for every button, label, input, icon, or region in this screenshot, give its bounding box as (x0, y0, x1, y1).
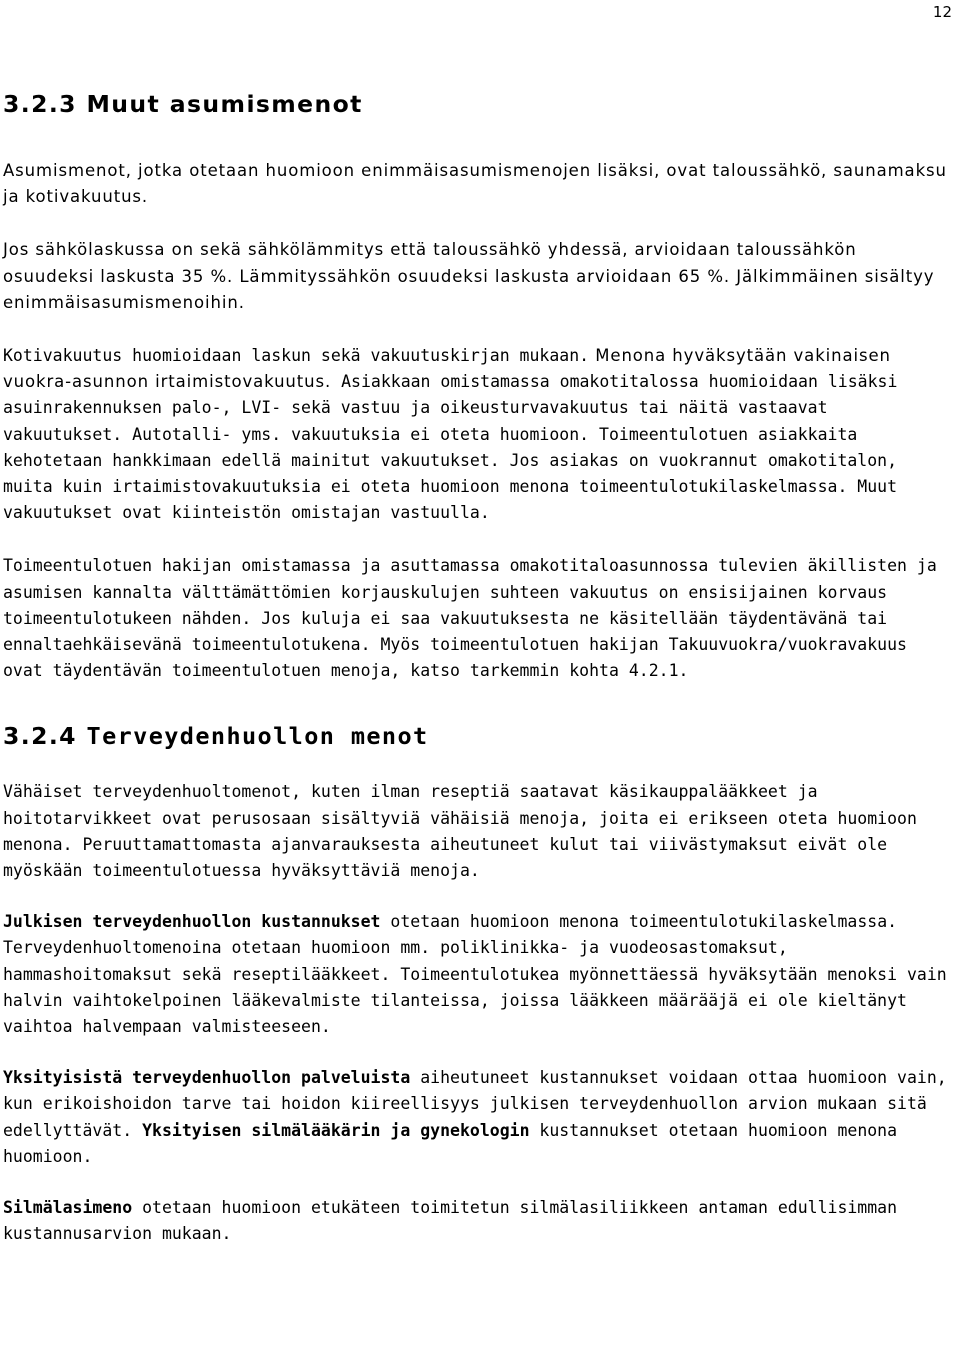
paragraph-public-health-costs (3, 909, 953, 1040)
section-heading-3-2-4 (3, 720, 953, 752)
private-specialist-term: Yksityisen silmälääkärin ja gynekologin (142, 1120, 530, 1140)
section-title: Terveydenhuollon menot (86, 722, 429, 751)
private-health-services-term: Yksityisistä terveydenhuollon palveluista (3, 1068, 411, 1088)
paragraph-home-insurance (3, 343, 953, 526)
paragraph-private-health-services (3, 1065, 953, 1170)
private-health-services-text: aiheutuneet kustannukset voidaan ottaa huomioon vain, kun erikoishoidon tarve tai hoidon kiireellisyys julkisen terveydenhuollon arvion mukaan sitä edellyttävät. (3, 1068, 947, 1140)
section-number: 3.2.3 (3, 90, 77, 118)
eyeglasses-term: Silmälasimeno (3, 1198, 133, 1218)
section-title: Muut asumismenot (86, 90, 363, 118)
section-number: 3.2.4 (3, 722, 77, 751)
paragraph-eyeglasses (3, 1195, 953, 1247)
paragraph-repair-costs: Toimeentulotuen hakijan omistamassa ja asuttamassa omakotitaloasunnossa tulevien äkillisten ja asumisen kannalta välttämättömien korjauskulujen suhteen vakuutus on ensisijainen korvaus toimeentulotukeen nähden. Jos kuluja ei saa vakuutuksesta ne käsitellään täydentävänä tai ennaltaehkäisevänä toimeentulotukena. Myös toimeentulotuen hakijan Takuuvuokra/vuokravakuus ovat täydentävän toimeentulotuen menoja, katso tarkemmin kohta 4.2.1. (3, 556, 937, 681)
public-health-costs-text: otetaan huomioon menona toimeentulotukilaskelmassa. Terveydenhuoltomenoina otetaan huomioon mm. poliklinikka- ja vuodeosastomaksut, hammashoitomaksut sekä reseptilääkkeet. Toimeentulotukea myönnettäessä hyväksytään menoksi vain halvin vaihtokelpoinen lääkevalmiste tilanteissa, joissa lääkkeen määrääjä ei ole kieltänyt vaihtoa halvempaan valmisteeseen. (3, 912, 947, 1037)
private-specialist-text: kustannukset otetaan huomioon menona huomioon. (3, 1120, 898, 1166)
page-number: 12 (932, 3, 952, 21)
section-heading-3-2-3 (3, 88, 953, 120)
home-insurance-lead: Kotivakuutus huomioidaan laskun sekä vakuutuskirjan mukaan. (3, 346, 590, 366)
paragraph-other-housing-costs: Asumismenot, jotka otetaan huomioon enimmäisasumismenojen lisäksi, ovat taloussähkö, saunamaksu ja kotivakuutus. (3, 161, 947, 207)
home-insurance-details: Asiakkaan omistamassa omakotitalossa huomioidaan lisäksi asuinrakennuksen palo-, LVI- sekä vastuu ja oikeusturvavakuutus tai näitä vastaavat vakuutukset. Autotalli- yms. vakuutuksia ei oteta huomioon. Toimeentulotuen asiakkaita kehotetaan hankkimaan edellä mainitut vakuutukset. Jos asiakas on vuokrannut omakotitalon, muita kuin irtaimistovakuutuksia ei oteta huomioon menona toimeentulotukilaskelmassa. Muut vakuutukset ovat kiinteistön omistajan vastuulla. (3, 372, 898, 523)
home-insurance-accepted: Menona hyväksytään vakinaisen vuokra-asunnon irtaimistovakuutus. (3, 346, 891, 392)
public-health-costs-term: Julkisen terveydenhuollon kustannukset (3, 912, 381, 932)
document-body (3, 88, 953, 1248)
paragraph-minor-health-costs: Vähäiset terveydenhuoltomenot, kuten ilman reseptiä saatavat käsikauppalääkkeet ja hoitotarvikkeet ovat perusosaan sisältyviä vähäisiä menoja, joita ei erikseen oteta huomioon menona. Peruuttamattomasta ajanvarauksesta aiheutuneet kulut tai viivästymaksut eivät ole myöskään toimeentulotuessa hyväksyttäviä menoja. (3, 782, 917, 881)
paragraph-electricity-split: Jos sähkölaskussa on sekä sähkölämmitys että taloussähkö yhdessä, arvioidaan taloussähkön osuudeksi laskusta 35 %. Lämmityssähkön osuudeksi laskusta arvioidaan 65 %. Jälkimmäinen sisältyy enimmäisasumismenoihin. (3, 240, 935, 312)
eyeglasses-text: otetaan huomioon etukäteen toimitetun silmälasiliikkeen antaman edullisimman kustannusarvion mukaan. (3, 1198, 898, 1244)
